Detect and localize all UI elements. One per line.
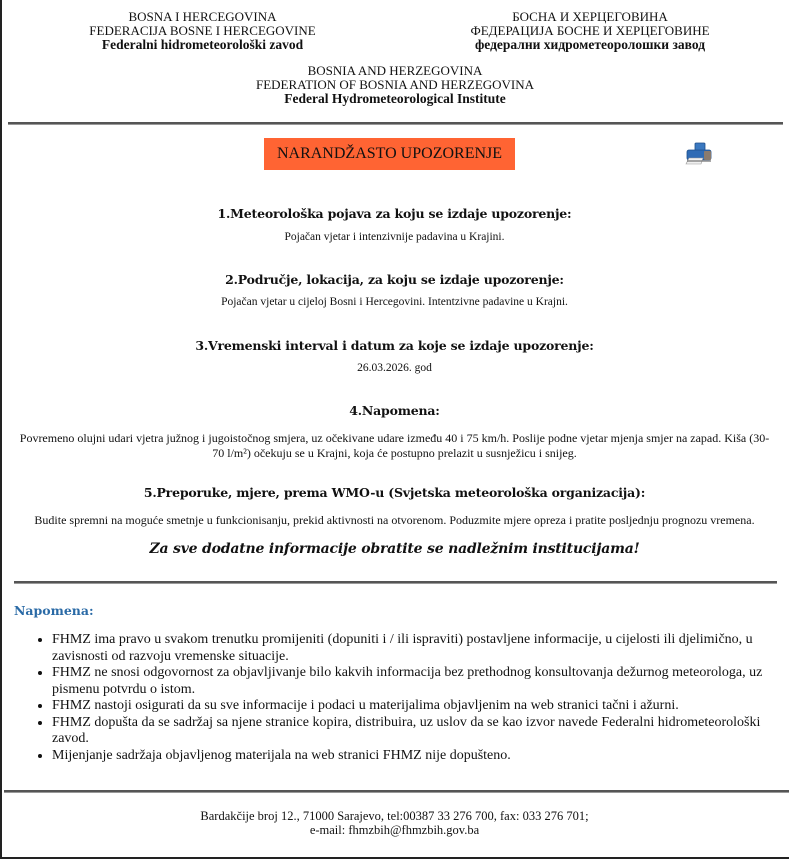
section-5-title: 5.Preporuke, mjere, prema WMO-u (Svjetska meteorološka organizacija): [143,485,646,500]
divider-top [8,122,783,125]
header-left-line1: BOSNA I HERCEGOVINA [128,9,277,24]
print-button[interactable] [684,142,714,166]
section-1-title: 1.Meteorološka pojava za koju se izdaje upozorenje: [217,206,572,221]
header-right-line1: БОСНА И ХЕРЦЕГОВИНА [512,9,668,24]
divider-bottom [4,790,789,793]
section-1-body: Pojačan vjetar i intenzivnije padavina u Krajini. [284,231,505,243]
section-3-title: 3.Vremenski interval i datum za koje se izdaje upozorenje: [195,338,594,353]
section-2-title: 2.Područje, lokacija, za koju se izdaje upozorenje: [225,272,564,287]
disclaimer-label: Napomena: [14,603,94,618]
header-center-line1: BOSNIA AND HERZEGOVINA [307,63,483,78]
section-5-body: Budite spremni na moguće smetnje u funkcionisanju, prekid aktivnosti na otvorenom. Poduzmite mjere opreza i pratite posljednju prognozu vremena. [34,513,755,527]
section-4-body: Povremeno olujni udari vjetra južnog i jugoistočnog smjera, uz očekivane udare između 40 i 75 km/h. Poslije podne vjetar mjenja smjer na zapad. Kiša (30-70 l/m²) očekuju se u Krajni, koja će postupno prelazit u susnježicu i snijeg. [19,431,770,460]
header-center-institute: Federal Hydrometeorological Institute [284,91,506,106]
footer-address: Bardakčije broj 12., 71000 Sarajevo, tel:00387 33 276 700, fax: 033 276 701; [200,809,589,823]
header-left-bosnian [60,10,345,52]
warning-level-badge: NARANDŽASTO UPOZORENJE [264,138,515,170]
divider-middle [14,581,777,584]
section-3-body: 26.03.2026. god [357,362,432,374]
footer-email-line [0,823,789,837]
disclaimer-item: • FHMZ ne snosi odgovornost za objavljivanje bilo kakvih informacija bez prethodnog konsultovanja dežurnog meteorologa, uz pismenu potvrdu o istom. [52,665,772,698]
header-right-cyrillic [440,10,740,52]
disclaimer-item: • Mijenjanje sadržaja objavljenog materijala na web stranici FHMZ nije dopušteno. [52,748,772,765]
header-center-english [200,64,590,106]
footer-email-link[interactable]: fhmzbih@fhmzbih.gov.ba [348,823,480,837]
printer-icon [684,142,714,166]
footer-email-label: e-mail: [309,823,349,837]
section-2-body: Pojačan vjetar u cijeloj Bosni i Hercegovini. Intentzivne padavine u Krajni. [221,296,568,308]
disclaimer-item: • FHMZ nastoji osigurati da su sve informacije i podaci u materijalima objavljenim na web stranici tačni i ažurni. [52,698,772,715]
header-center-line2: FEDERATION OF BOSNIA AND HERZEGOVINA [255,77,535,92]
disclaimer-list [38,632,772,764]
contact-note: Za sve dodatne informacije obratite se nadležnim institucijama! [149,541,640,557]
disclaimer-item: • FHMZ ima pravo u svakom trenutku promijeniti (dopuniti i / ili ispraviti) postavljene informacije, u cijelosti ili djelimično, u zavisnosti od razvoju vremenske situacije. [52,632,772,665]
header-right-institute: федерални хидрометеоролошки завод [474,37,706,52]
header-right-line2: ФЕДЕРАЦИЈА БОСНЕ И ХЕРЦЕГОВИНЕ [470,23,710,38]
disclaimer-item: • FHMZ dopušta da se sadržaj sa njene stranice kopira, distribuira, uz uslov da se kao izvor navede Federalni hidrometeorološki zavod. [52,715,772,748]
section-4-title: 4.Napomena: [349,403,440,418]
header-left-line2: FEDERACIJA BOSNE I HERCEGOVINE [89,23,316,38]
footer [0,809,789,837]
header-left-institute: Federalni hidrometeorološki zavod [101,37,304,52]
